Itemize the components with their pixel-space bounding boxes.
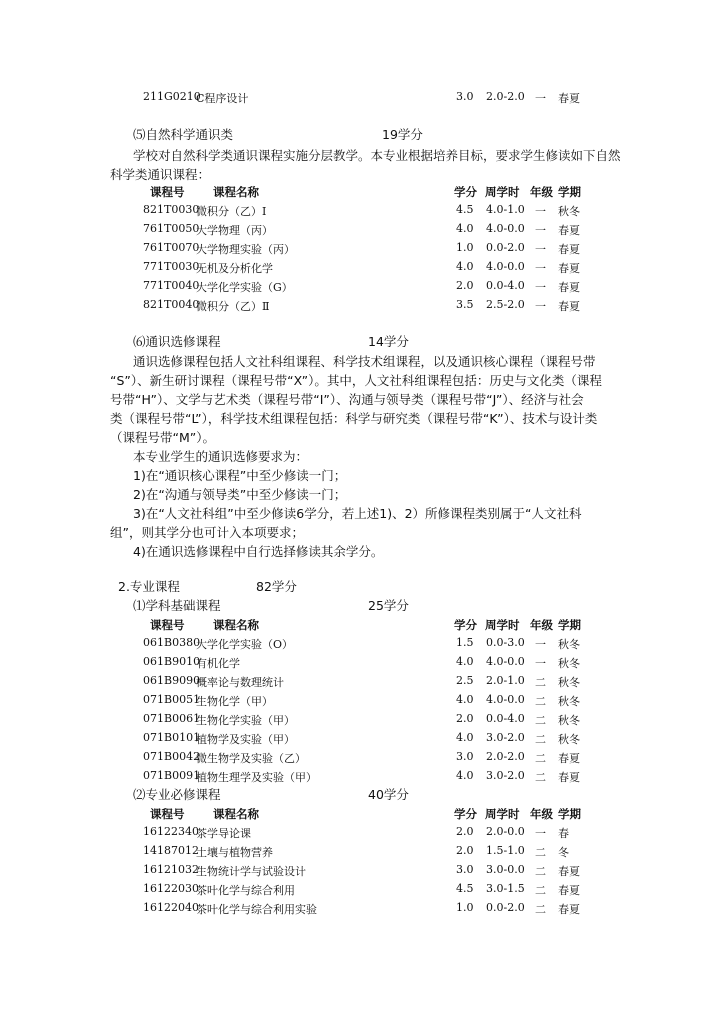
- course-hours: 1.5-1.0: [486, 844, 525, 857]
- course-code: 071B0061: [143, 712, 201, 725]
- course-code: 071B0101: [143, 731, 201, 744]
- course-credit: 2.0: [456, 279, 474, 292]
- course-code: 16122340: [143, 825, 199, 838]
- course-hours: 0.0-2.0: [486, 241, 525, 254]
- table-row: [0, 241, 720, 257]
- course-term: 春夏: [558, 224, 580, 237]
- course-hours: 2.0-2.0: [486, 90, 525, 103]
- course-hours: 3.0-0.0: [486, 863, 525, 876]
- course-hours: 2.0-0.0: [486, 825, 525, 838]
- header-hours: 周学时: [485, 185, 520, 199]
- table-row: [0, 260, 720, 276]
- course-year: 一: [535, 827, 546, 840]
- course-credit: 4.5: [456, 882, 474, 895]
- table-header: [0, 617, 720, 633]
- section-credits: 19学分: [382, 127, 423, 142]
- course-term: 春夏: [558, 262, 580, 275]
- course-code: 771T0030: [143, 260, 200, 273]
- course-code: 761T0050: [143, 222, 200, 235]
- course-credit: 3.0: [456, 863, 474, 876]
- course-year: 一: [535, 205, 546, 218]
- course-hours: 0.0-4.0: [486, 712, 525, 725]
- course-code: 761T0070: [143, 241, 200, 254]
- course-name: 大学化学实验（O）: [196, 638, 294, 651]
- table-row: [0, 655, 720, 671]
- paragraph-line: 类（课程号带“L”），科学技术组课程包括：科学与研究类（课程号带“K”）、技术与设计类: [110, 411, 598, 426]
- course-hours: 0.0-2.0: [486, 901, 525, 914]
- course-credit: 3.0: [456, 90, 474, 103]
- subsection-credits: 25学分: [368, 598, 409, 613]
- course-term: 春: [558, 827, 569, 840]
- course-year: 二: [535, 733, 546, 746]
- course-credit: 4.0: [456, 260, 474, 273]
- course-year: 二: [535, 846, 546, 859]
- table-row: [0, 636, 720, 652]
- course-term: 秋冬: [558, 714, 580, 727]
- course-name: 茶叶化学与综合利用: [196, 884, 295, 897]
- header-name: 课程名称: [213, 185, 259, 199]
- course-term: 秋冬: [558, 205, 580, 218]
- header-code: 课程号: [150, 618, 185, 632]
- course-year: 一: [535, 638, 546, 651]
- requirement-item: 4)在通识选修课程中自行选择修读其余学分。: [133, 544, 384, 559]
- course-code: 16122040: [143, 901, 199, 914]
- course-hours: 4.0-0.0: [486, 655, 525, 668]
- course-credit: 4.5: [456, 203, 474, 216]
- table-header: [0, 184, 720, 200]
- course-year: 二: [535, 752, 546, 765]
- course-name: 土壤与植物营养: [196, 846, 273, 859]
- header-hours: 周学时: [485, 618, 520, 632]
- table-row: [0, 731, 720, 747]
- section-credits: 82学分: [256, 579, 297, 594]
- course-code: 211G0210: [143, 90, 201, 103]
- course-credit: 4.0: [456, 769, 474, 782]
- course-credit: 2.0: [456, 825, 474, 838]
- table-row: [0, 844, 720, 860]
- paragraph-line: 号带“H”）、文学与艺术类（课程号带“I”）、沟通与领导类（课程号带“J”）、经济与社会: [110, 392, 584, 407]
- table-row: [0, 222, 720, 238]
- course-credit: 1.5: [456, 636, 474, 649]
- course-year: 一: [535, 300, 546, 313]
- table-row: [0, 769, 720, 785]
- course-name: 微积分（乙）Ⅱ: [196, 300, 270, 313]
- table-row: [0, 279, 720, 295]
- course-hours: 4.0-1.0: [486, 203, 525, 216]
- course-year: 一: [535, 243, 546, 256]
- course-hours: 2.5-2.0: [486, 298, 525, 311]
- course-name: 植物学及实验（甲）: [196, 733, 295, 746]
- course-name: 大学物理实验（丙）: [196, 243, 295, 256]
- course-year: 一: [535, 657, 546, 670]
- course-year: 二: [535, 695, 546, 708]
- course-year: 二: [535, 865, 546, 878]
- header-term: 学期: [558, 807, 581, 821]
- course-year: 一: [535, 92, 546, 105]
- table-row: [0, 901, 720, 917]
- course-hours: 3.0-1.5: [486, 882, 525, 895]
- course-term: 春夏: [558, 92, 580, 105]
- subsection-heading: ⑵专业必修课程: [133, 787, 221, 802]
- course-term: 春夏: [558, 884, 580, 897]
- section-heading: ⑸自然科学通识类: [133, 127, 234, 142]
- requirement-item: 2)在“沟通与领导类”中至少修读一门；: [133, 487, 347, 502]
- course-credit: 1.0: [456, 901, 474, 914]
- table-row: [0, 712, 720, 728]
- course-term: 秋冬: [558, 695, 580, 708]
- header-credit: 学分: [454, 185, 477, 199]
- course-code: 16121032: [143, 863, 199, 876]
- course-code: 061B9010: [143, 655, 201, 668]
- header-year: 年级: [530, 185, 553, 199]
- course-code: 14187012: [143, 844, 199, 857]
- course-hours: 4.0-0.0: [486, 222, 525, 235]
- header-name: 课程名称: [213, 807, 259, 821]
- course-credit: 2.0: [456, 844, 474, 857]
- table-row: [0, 882, 720, 898]
- course-name: C程序设计: [196, 92, 249, 105]
- course-term: 春夏: [558, 300, 580, 313]
- table-row: [0, 90, 720, 106]
- course-credit: 2.5: [456, 674, 474, 687]
- course-name: 微生物学及实验（乙）: [196, 752, 306, 765]
- course-term: 春夏: [558, 903, 580, 916]
- course-code: 821T0040: [143, 298, 200, 311]
- course-name: 生物化学（甲）: [196, 695, 273, 708]
- course-hours: 3.0-2.0: [486, 769, 525, 782]
- paragraph-line: 学校对自然科学类通识课程实施分层教学。本专业根据培养目标，要求学生修读如下自然: [133, 148, 621, 163]
- course-code: 071B0042: [143, 750, 201, 763]
- course-credit: 3.5: [456, 298, 474, 311]
- course-year: 二: [535, 676, 546, 689]
- table-header: [0, 806, 720, 822]
- paragraph-line: （课程号带“M”）。: [110, 430, 215, 445]
- section-credits: 14学分: [368, 334, 409, 349]
- table-row: [0, 203, 720, 219]
- course-term: 春夏: [558, 281, 580, 294]
- course-code: 821T0030: [143, 203, 200, 216]
- paragraph-line: 通识选修课程包括人文社科组课程、科学技术组课程，以及通识核心课程（课程号带: [133, 354, 596, 369]
- course-hours: 4.0-0.0: [486, 693, 525, 706]
- paragraph-line: 本专业学生的通识选修要求为：: [133, 449, 309, 464]
- paragraph-line: “S”）、新生研讨课程（课程号带“X”）。其中，人文社科组课程包括：历史与文化类（课程: [110, 373, 602, 388]
- course-name: 无机及分析化学: [196, 262, 273, 275]
- course-credit: 4.0: [456, 693, 474, 706]
- course-code: 16122030: [143, 882, 199, 895]
- header-code: 课程号: [150, 807, 185, 821]
- subsection-heading: ⑴学科基础课程: [133, 598, 221, 613]
- course-name: 茶学导论课: [196, 827, 251, 840]
- table-row: [0, 863, 720, 879]
- course-term: 春夏: [558, 243, 580, 256]
- course-year: 二: [535, 884, 546, 897]
- course-year: 一: [535, 281, 546, 294]
- course-hours: 2.0-1.0: [486, 674, 525, 687]
- header-year: 年级: [530, 807, 553, 821]
- table-row: [0, 674, 720, 690]
- course-name: 植物生理学及实验（甲）: [196, 771, 317, 784]
- course-term: 春夏: [558, 752, 580, 765]
- paragraph-line: 科学类通识课程：: [110, 167, 211, 182]
- course-hours: 3.0-2.0: [486, 731, 525, 744]
- course-year: 二: [535, 771, 546, 784]
- course-name: 大学化学实验（G）: [196, 281, 293, 294]
- course-hours: 0.0-3.0: [486, 636, 525, 649]
- course-hours: 2.0-2.0: [486, 750, 525, 763]
- course-name: 有机化学: [196, 657, 240, 670]
- subsection-credits: 40学分: [368, 787, 409, 802]
- course-code: 061B9090: [143, 674, 201, 687]
- section-heading: 2.专业课程: [118, 579, 180, 594]
- course-credit: 4.0: [456, 731, 474, 744]
- course-term: 春夏: [558, 771, 580, 784]
- header-year: 年级: [530, 618, 553, 632]
- course-term: 春夏: [558, 865, 580, 878]
- course-name: 大学物理（丙）: [196, 224, 273, 237]
- table-row: [0, 750, 720, 766]
- course-year: 二: [535, 714, 546, 727]
- table-row: [0, 298, 720, 314]
- requirement-item: 组”，则其学分也可计入本项要求；: [110, 525, 304, 540]
- course-hours: 4.0-0.0: [486, 260, 525, 273]
- course-name: 概率论与数理统计: [196, 676, 284, 689]
- course-credit: 4.0: [456, 655, 474, 668]
- course-name: 微积分（乙）Ⅰ: [196, 205, 267, 218]
- header-term: 学期: [558, 185, 581, 199]
- course-term: 秋冬: [558, 638, 580, 651]
- table-row: [0, 693, 720, 709]
- header-hours: 周学时: [485, 807, 520, 821]
- course-code: 071B0051: [143, 693, 201, 706]
- header-term: 学期: [558, 618, 581, 632]
- header-name: 课程名称: [213, 618, 259, 632]
- section-heading: ⑹通识选修课程: [133, 334, 221, 349]
- course-code: 071B0091: [143, 769, 201, 782]
- course-term: 冬: [558, 846, 569, 859]
- course-term: 秋冬: [558, 733, 580, 746]
- course-name: 生物化学实验（甲）: [196, 714, 295, 727]
- course-credit: 1.0: [456, 241, 474, 254]
- course-credit: 2.0: [456, 712, 474, 725]
- table-row: [0, 825, 720, 841]
- header-credit: 学分: [454, 807, 477, 821]
- requirement-item: 1)在“通识核心课程”中至少修读一门；: [133, 468, 347, 483]
- course-term: 秋冬: [558, 676, 580, 689]
- course-credit: 4.0: [456, 222, 474, 235]
- header-code: 课程号: [150, 185, 185, 199]
- course-code: 771T0040: [143, 279, 200, 292]
- course-credit: 3.0: [456, 750, 474, 763]
- course-hours: 0.0-4.0: [486, 279, 525, 292]
- requirement-item: 3)在“人文社科组”中至少修读6学分，若上述1)、2）所修课程类别属于“人文社科: [133, 506, 582, 521]
- course-term: 秋冬: [558, 657, 580, 670]
- course-year: 一: [535, 262, 546, 275]
- course-name: 茶叶化学与综合利用实验: [196, 903, 317, 916]
- header-credit: 学分: [454, 618, 477, 632]
- course-year: 二: [535, 903, 546, 916]
- course-year: 一: [535, 224, 546, 237]
- course-code: 061B0380: [143, 636, 201, 649]
- course-name: 生物统计学与试验设计: [196, 865, 306, 878]
